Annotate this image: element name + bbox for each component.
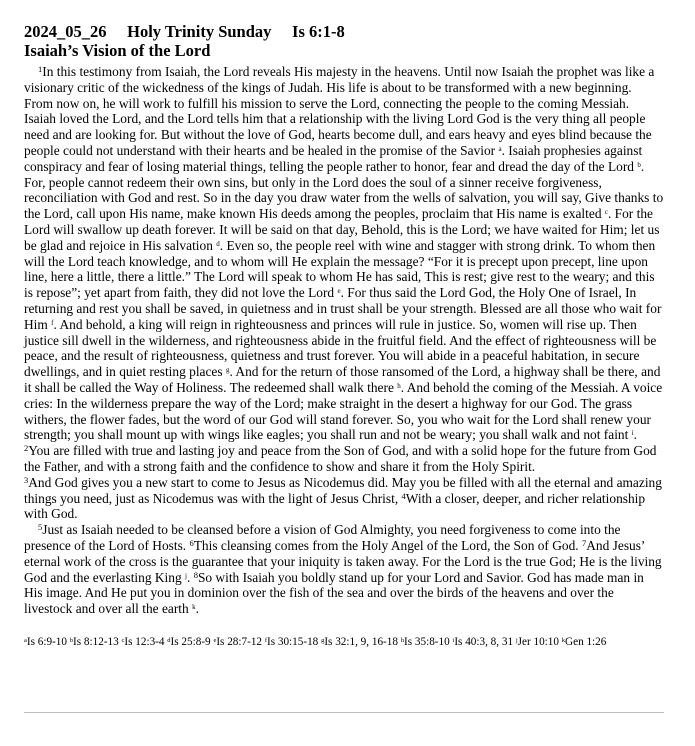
footnote-marker: g [225,366,230,375]
text-run: You are filled with true and lasting joy and peace from the Son of God, and with a solid hope for the future from God the Father, and with a strong faith and the confidence to show and share it from the Holy Spirit. [24,443,657,474]
text-run: . For thus said the Lord God, the Holy One of Israel, In returning and rest you shall be saved, in quietness and in trust shall be your strength. Blessed are all those who wait for Him [24,285,662,332]
reference-mark: i [452,636,455,644]
footnote-marker: e [337,287,341,296]
reference-mark: c [121,636,125,644]
date: 2024_05_26 [24,22,107,41]
verse-number: 5 [38,522,43,533]
reference-text: Is 8:12-13 [73,635,119,648]
footnote-marker: c [604,208,608,217]
reference-text: Is 25:8-9 [170,635,211,648]
text-run: . [186,569,194,585]
reference-mark: f [264,636,267,644]
text-run: And God gives you a new start to come to Jesus as Nicodemus did. May you be filled with all the eternal and amazing things you need, just as Nicodemus was with the light of Jesus Christ, [24,474,662,506]
text-run: . Isaiah prophesies against conspiracy and fear of losing material things, telling the people rather to honor, fear and dread the day of the Lord [24,142,643,174]
footnote-marker: i [631,429,634,438]
paragraph [24,475,664,522]
text-run: So with Isaiah you boldly stand up for your Lord and Savior. God has made man in His image. And He put you in dominion over the fish of the sea and over the birds of the heavens and over the livestock and over all the earth [24,569,644,617]
document-page [24,22,664,649]
text-run: . Even so, the people reel with wine and stagger with strong drink. To whom then will the Lord teach knowledge, and to whom will He explain the message? “For it is precept upon precept, line upon line, here a little, there a little.” The Lord will speak to whom He has said, This is rest; give rest to the weary; and this is repose”; yet apart from faith, they did not love the Lord [24,237,656,301]
footnote-marker: h [397,381,401,390]
bottom-rule [24,712,664,713]
reference-text: Is 35:8-10 [404,635,450,648]
verse-number: 7 [582,537,587,548]
text-run: Just as Isaiah needed to be cleansed before a vision of God Almighty, you need forgiveness to come into the presence of the Lord of Hosts. [24,522,621,553]
header-line [24,22,664,41]
paragraph [24,443,664,475]
verse-number: 1 [38,64,43,74]
footnote-references [24,635,664,649]
text-run: . For the Lord will swallow up death forever. It will be said on that day, Behold, this is the Lord; we have waited for Him; let us be glad and rejoice in His salvation [24,206,660,253]
footnote-marker: k [192,603,196,612]
reference-text: Jer 10:10 [517,635,559,648]
footnote-marker: j [185,571,187,580]
text-run: . [633,427,637,443]
document-title: Isaiah’s Vision of the Lord [24,41,211,60]
text-run: In this testimony from Isaiah, the Lord reveals His majesty in the heavens. Until now Isaiah the prophet was like a visionary critic of the wickedness of the kings of Judah. His life is about to be transformed with a new beginning. From now on, he will work to fulfill his mission to serve the Lord, connecting the people to the coming Messiah. Isaiah loved the Lord, and the Lord tells him that a relationship with the living Lord God is the very thing all people need and are looking for. But without the love of God, hearts become dull, and ears heavy and eyes blind because the people could not understand with their hearts and be healed in the promise of the Savior [24,64,655,158]
text-run: This cleansing comes from the Holy Angel of the Lord, the Son of God. [193,537,582,553]
text-run: . And behold the coming of the Messiah. A voice cries: In the wilderness prepare the way of the Lord; make straight in the desert a highway for our God. The grass withers, the flower fades, but the word of our God will stand forever. So, you who wait for the Lord shall renew your strength; you shall mount up with wings like eagles; you shall run and not be weary; you shall walk and not faint [24,379,663,443]
reference-mark: j [515,636,518,644]
text-run: . And for the return of those ransomed of the Lord, a highway shall be there, and it shall be called the Way of Holiness. The redeemed shall walk there [24,364,661,395]
text-run: With a closer, deeper, and richer relationship with God. [24,490,646,522]
verse-number: 4 [401,490,406,501]
text-run: . [195,601,199,617]
reference-mark: d [167,636,171,644]
footnote-marker: b [637,160,641,169]
reference-mark: g [321,636,325,644]
scripture-reference: Is 6:1-8 [292,22,345,41]
reference-mark: a [24,636,27,644]
reference-text: Is 30:15-18 [266,635,319,648]
reference-mark: k [561,636,566,644]
text-run: . For, people cannot redeem their own sins, but only in the Lord does the soul of a sinner receive forgiveness, reconciliation with God and rest. So in the day you draw water from the wells of salvation, you will say, Give thanks to the Lord, call upon His name, make known His deeds among the peoples, proclaim that His name is exalted [24,158,664,222]
footnote-marker: d [216,239,220,248]
footnote-marker: a [498,144,502,153]
occasion: Holy Trinity Sunday [127,22,272,41]
text-run: And Jesus’ eternal work of the cross is the guarantee that your iniquity is taken away. For the Lord is the true God; He is the living God and the everlasting King [24,537,662,585]
reference-text: Is 6:9-10 [26,635,67,648]
reference-mark: h [400,636,405,644]
verse-number: 6 [189,537,194,548]
reference-text: Gen 1:26 [565,635,607,648]
paragraph [24,522,664,617]
verse-number: 8 [193,569,198,580]
reference-mark: e [213,636,217,644]
verse-number: 3 [24,474,29,485]
reference-text: Is 28:7-12 [216,635,263,648]
reference-text: Is 40:3, 8, 31 [454,635,514,648]
text-run: . And behold, a king will reign in righteousness and princes will rule in justice. So, women will rise up. Then justice sill dwell in the wilderness, and righteousness abide in the fruitful field. And the effect of righteousness will be peace, and the result of righteousness, quietness and trust forever. You will abide in a peaceful habitation, in secure dwellings, and in quiet resting places [24,316,657,380]
reference-mark: b [69,636,74,644]
reference-text: Is 12:3-4 [124,635,165,648]
body-text [24,64,664,617]
paragraph [24,64,664,443]
verse-number: 2 [24,443,29,454]
footnote-marker: f [51,318,54,327]
reference-text: Is 32:1, 9, 16-18 [324,635,398,648]
